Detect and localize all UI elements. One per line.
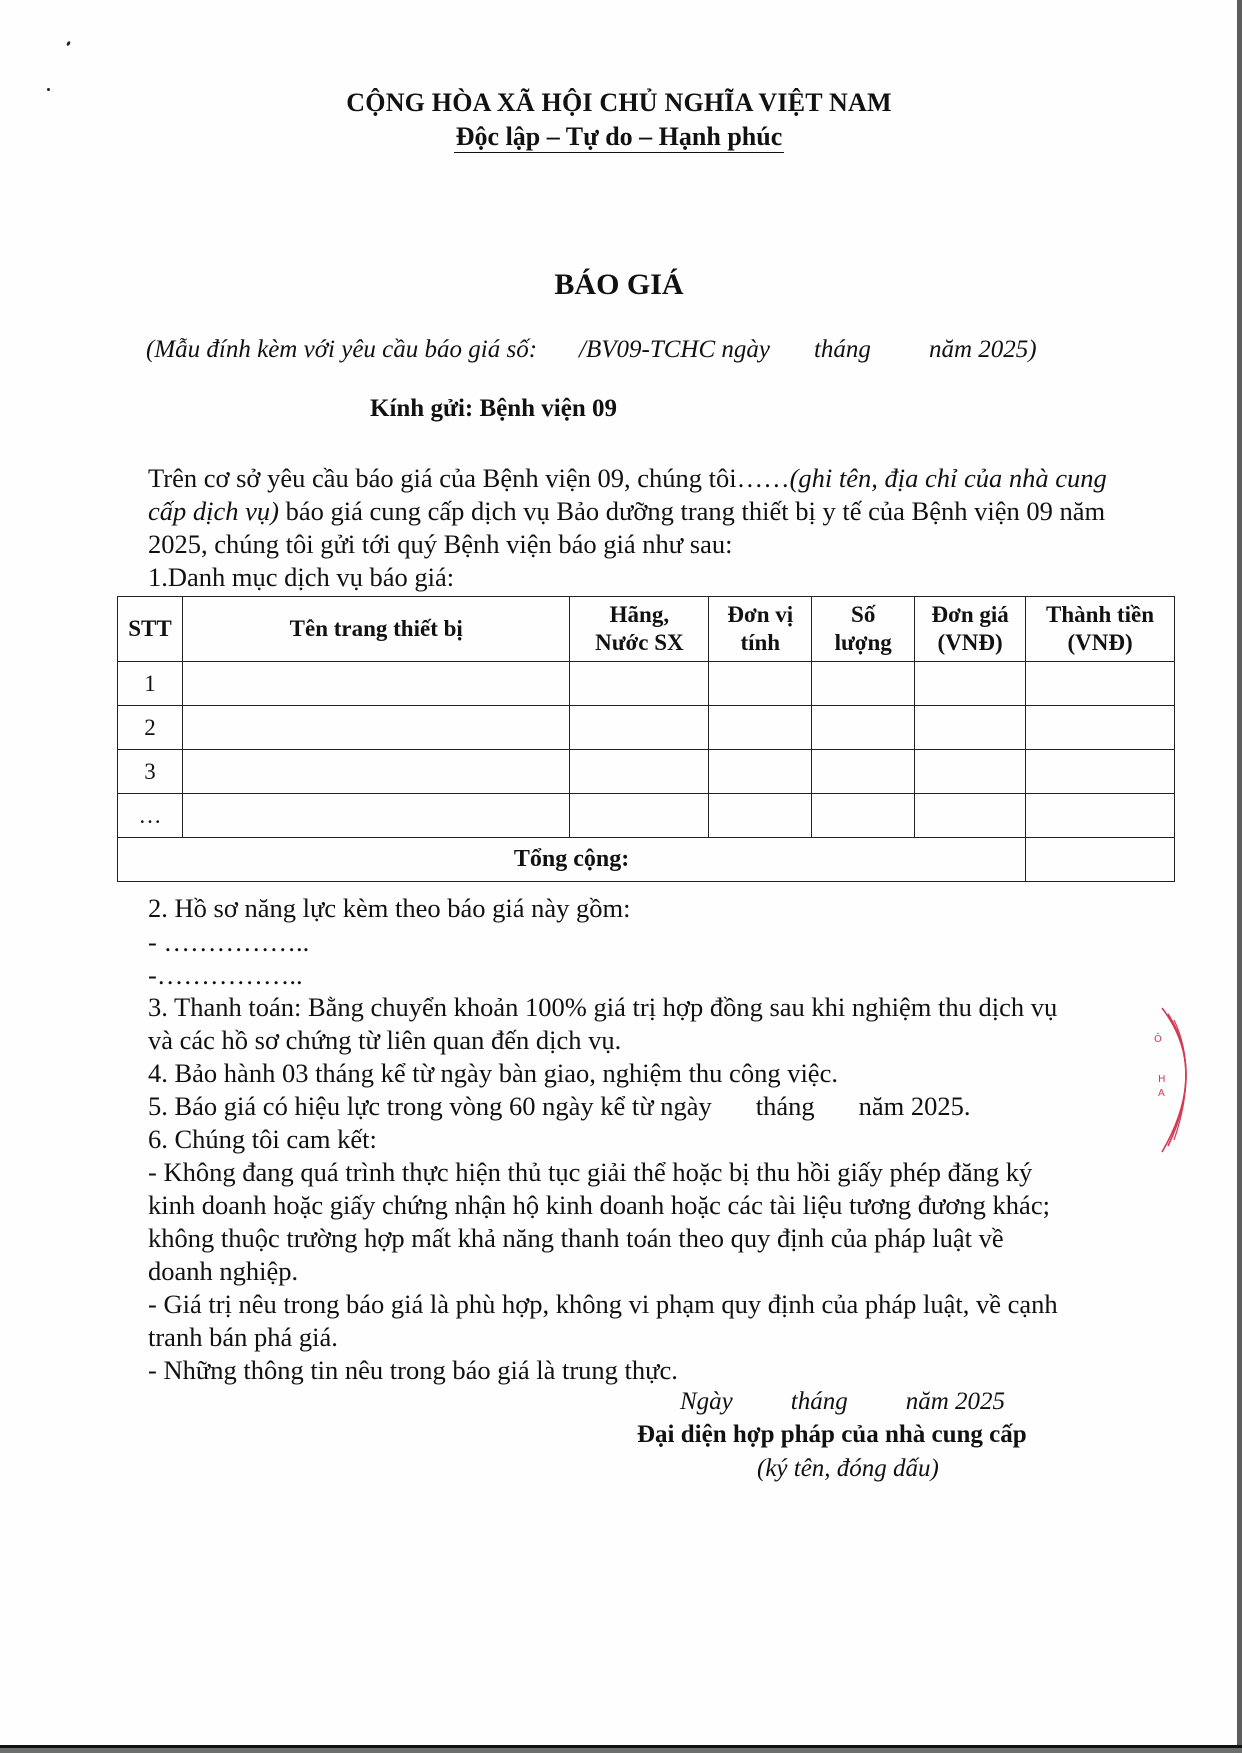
subtitle-part-2: /BV09-TCHC ngày <box>579 336 770 363</box>
cell-manufacturer[interactable] <box>570 750 709 794</box>
motto-text: Độc lập – Tự do – Hạnh phúc <box>455 122 783 151</box>
cell-amount[interactable] <box>1026 794 1175 838</box>
total-label: Tổng cộng: <box>118 838 1026 882</box>
intro-text-2: báo giá cung cấp dịch vụ Bảo dưỡng trang thiết bị y tế của Bệnh viện 09 năm 2025, chúng tôi gửi tới quý Bệnh viện báo giá như sau: <box>148 496 1106 559</box>
cell-device-name[interactable] <box>182 706 569 750</box>
document-subtitle <box>146 336 1037 364</box>
signature-note: (ký tên, đóng dấu) <box>757 1455 939 1482</box>
cell-amount[interactable] <box>1026 750 1175 794</box>
stamp-letter: Ô <box>1154 1034 1162 1045</box>
cell-stt: 3 <box>118 750 183 794</box>
cell-quantity[interactable] <box>812 750 915 794</box>
col-header-unit-price: Đơn giá (VNĐ) <box>915 597 1026 662</box>
col-header-unit: Đơn vị tính <box>709 597 812 662</box>
cell-unit-price[interactable] <box>915 662 1026 706</box>
cell-amount[interactable] <box>1026 662 1175 706</box>
total-value[interactable] <box>1026 838 1175 882</box>
intro-text-1: Trên cơ sở yêu cầu báo giá của Bệnh viện 09, chúng tôi…… <box>148 463 790 493</box>
stamp-letter: H <box>1158 1074 1166 1085</box>
section-3-line-1: 3. Thanh toán: Bằng chuyển khoản 100% giá trị hợp đồng sau khi nghiệm thu dịch vụ <box>148 992 1058 1022</box>
commitment-line: doanh nghiệp. <box>148 1256 299 1286</box>
section-4: 4. Bảo hành 03 tháng kể từ ngày bàn giao, nghiệm thu công việc. <box>148 1058 838 1088</box>
national-motto <box>0 122 1238 152</box>
scan-speck <box>66 41 71 47</box>
table-row <box>118 706 1175 750</box>
col-header-amount: Thành tiền (VNĐ) <box>1026 597 1175 662</box>
section-2-item: -…………….. <box>148 960 303 990</box>
red-stamp-icon <box>1140 1000 1210 1160</box>
cell-amount[interactable] <box>1026 706 1175 750</box>
subtitle-part-3: tháng <box>813 336 871 363</box>
subtitle-part-1: (Mẫu đính kèm với yêu cầu báo giá số: <box>146 336 538 363</box>
scan-edge-bottom <box>0 1745 1242 1753</box>
section-2-heading: 2. Hồ sơ năng lực kèm theo báo giá này gồm: <box>148 893 631 923</box>
commitment-line: - Không đang quá trình thực hiện thủ tục giải thể hoặc bị thu hồi giấy phép đăng ký <box>148 1157 1033 1187</box>
cell-manufacturer[interactable] <box>570 706 709 750</box>
col-header-stt: STT <box>118 597 183 662</box>
intro-paragraph <box>148 462 1148 561</box>
cell-manufacturer[interactable] <box>570 662 709 706</box>
cell-stt: … <box>118 794 183 838</box>
col-header-device-name: Tên trang thiết bị <box>182 597 569 662</box>
cell-quantity[interactable] <box>812 662 915 706</box>
section-6-heading: 6. Chúng tôi cam kết: <box>148 1124 377 1154</box>
commitment-line: - Những thông tin nêu trong báo giá là trung thực. <box>148 1355 678 1385</box>
intro-placeholder: (ghi tên, địa chỉ của nhà cung cấp dịch vụ) <box>148 463 1107 526</box>
section-5-part-1: 5. Báo giá có hiệu lực trong vòng 60 ngày kể từ ngày <box>148 1091 712 1121</box>
scan-edge-right <box>1237 0 1242 1753</box>
table-row <box>118 750 1175 794</box>
cell-device-name[interactable] <box>182 750 569 794</box>
cell-stt: 2 <box>118 706 183 750</box>
table-row <box>118 662 1175 706</box>
commitment-line: không thuộc trường hợp mất khả năng thanh toán theo quy định của pháp luật về <box>148 1223 1004 1253</box>
cell-unit-price[interactable] <box>915 750 1026 794</box>
signature-date <box>680 1388 1005 1416</box>
quotation-table <box>117 596 1175 882</box>
table-total-row <box>118 838 1175 882</box>
signature-date-day: Ngày <box>680 1388 733 1415</box>
table-header-row <box>118 597 1175 662</box>
cell-quantity[interactable] <box>812 706 915 750</box>
col-header-quantity: Số lượng <box>812 597 915 662</box>
recipient: Kính gửi: Bệnh viện 09 <box>370 395 617 422</box>
document-title: BÁO GIÁ <box>554 268 684 301</box>
cell-manufacturer[interactable] <box>570 794 709 838</box>
commitment-line: tranh bán phá giá. <box>148 1322 338 1352</box>
cell-unit[interactable] <box>709 706 812 750</box>
section-2-item: - …………….. <box>148 927 310 957</box>
col-header-manufacturer: Hãng, Nước SX <box>570 597 709 662</box>
commitment-line: - Giá trị nêu trong báo giá là phù hợp, không vi phạm quy định của pháp luật, về cạnh <box>148 1289 1058 1319</box>
section-3-line-2: và các hồ sơ chứng từ liên quan đến dịch vụ. <box>148 1025 622 1055</box>
cell-unit[interactable] <box>709 662 812 706</box>
cell-quantity[interactable] <box>812 794 915 838</box>
signature-date-month: tháng <box>790 1388 848 1415</box>
subtitle-part-4: năm 2025) <box>928 336 1037 363</box>
section-1-heading: 1.Danh mục dịch vụ báo giá: <box>148 562 455 592</box>
signature-title: Đại diện hợp pháp của nhà cung cấp <box>637 1421 1027 1448</box>
table-row <box>118 794 1175 838</box>
cell-unit-price[interactable] <box>915 706 1026 750</box>
cell-device-name[interactable] <box>182 662 569 706</box>
cell-unit-price[interactable] <box>915 794 1026 838</box>
cell-stt: 1 <box>118 662 183 706</box>
national-title: CỘNG HÒA XÃ HỘI CHỦ NGHĨA VIỆT NAM <box>346 88 892 117</box>
section-5 <box>148 1091 971 1122</box>
cell-unit[interactable] <box>709 750 812 794</box>
signature-date-year: năm 2025 <box>905 1388 1006 1415</box>
commitment-line: kinh doanh hoặc giấy chứng nhận hộ kinh doanh hoặc các tài liệu tương đương khác; <box>148 1190 1050 1220</box>
cell-unit[interactable] <box>709 794 812 838</box>
stamp-letter: A <box>1158 1088 1165 1099</box>
cell-device-name[interactable] <box>182 794 569 838</box>
section-5-part-2: tháng <box>755 1091 815 1121</box>
section-5-part-3: năm 2025. <box>858 1091 971 1121</box>
